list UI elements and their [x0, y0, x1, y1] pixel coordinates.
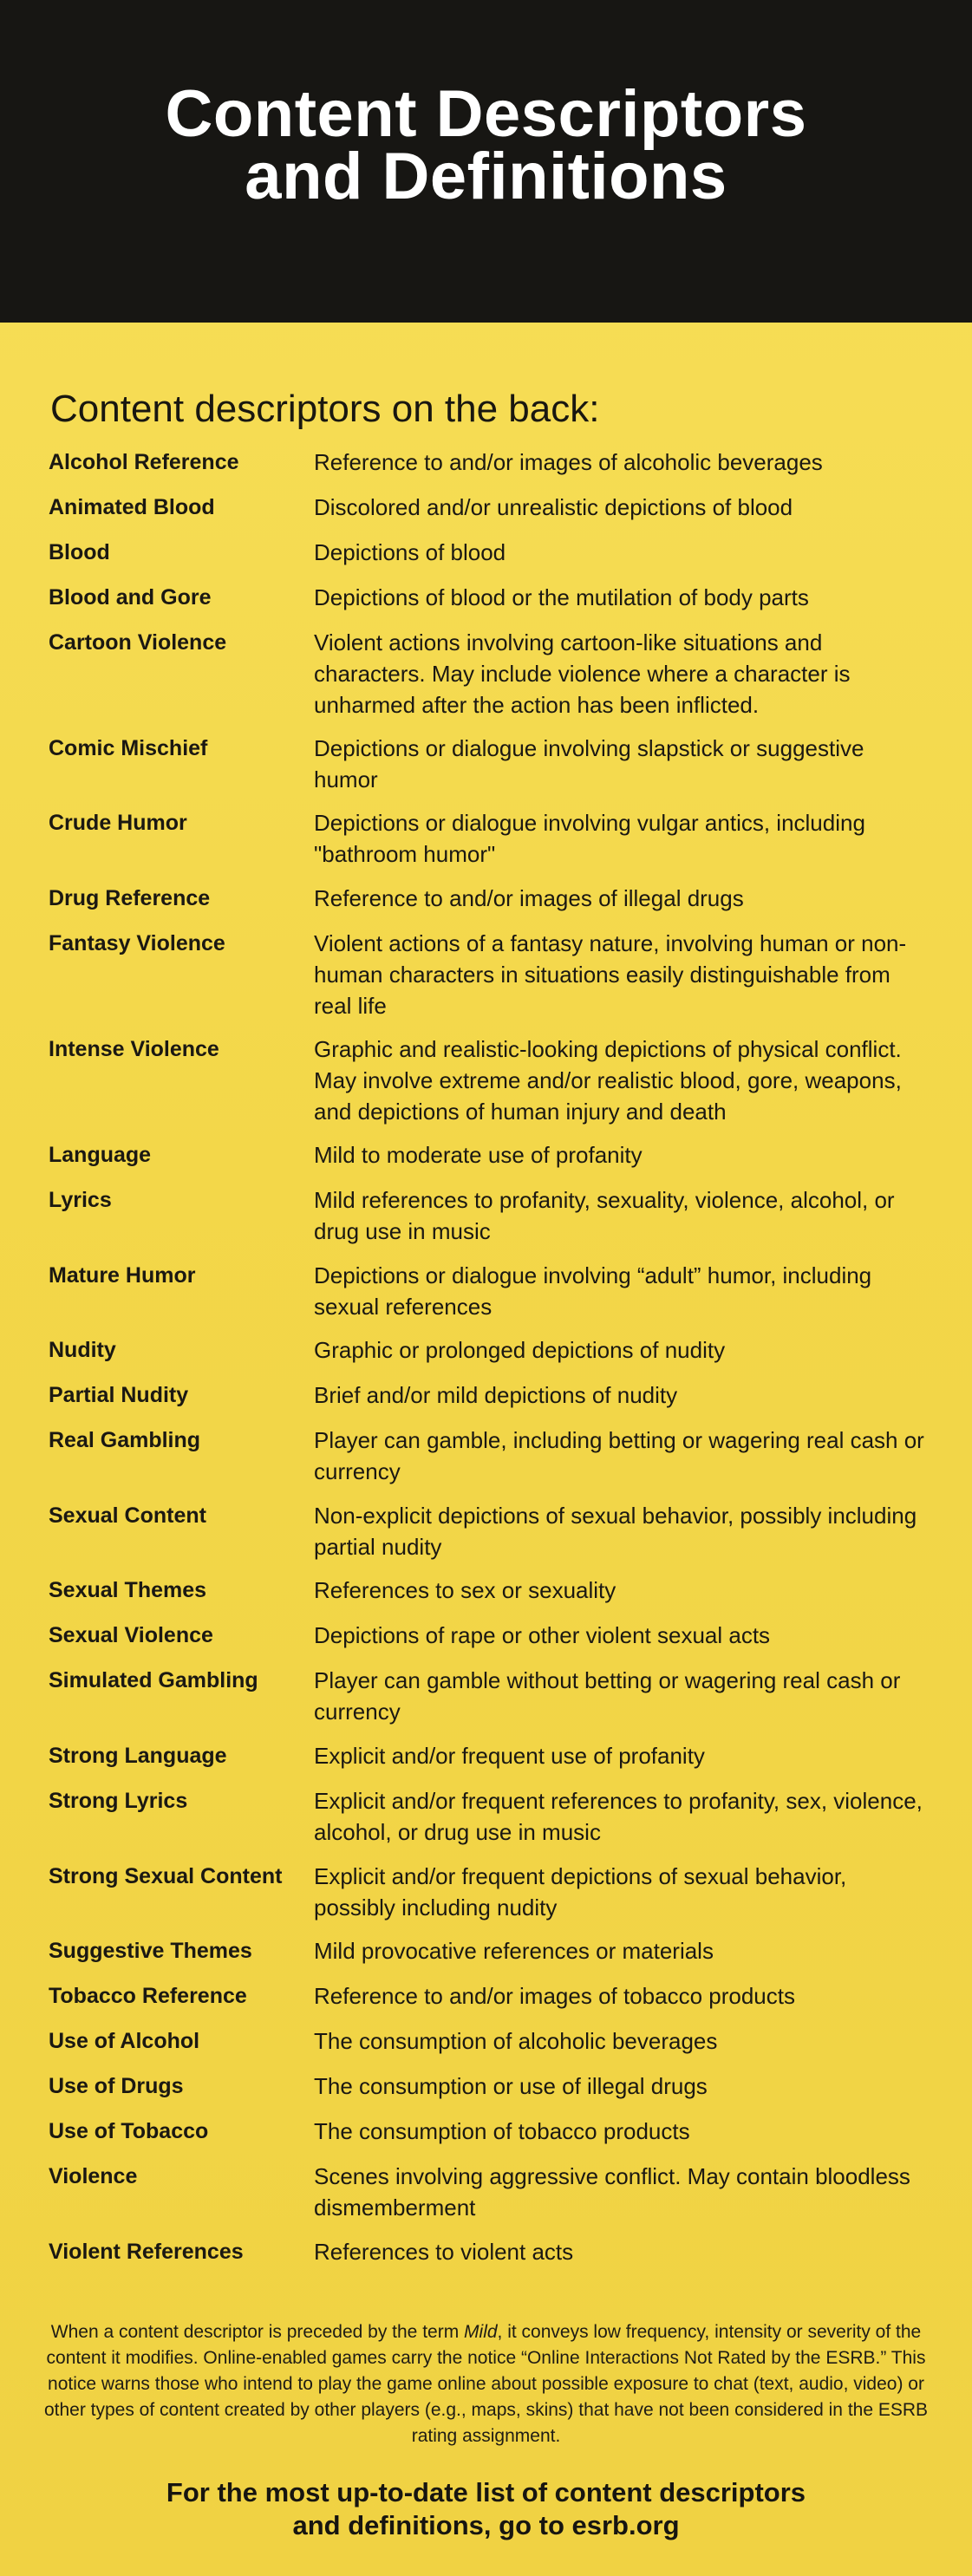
descriptor-term: Language: [49, 1143, 152, 1167]
descriptor-row: [49, 1785, 933, 1848]
descriptor-row: [49, 1034, 933, 1127]
descriptor-definition: Player can gamble, including betting or wagering real cash or currency: [314, 1427, 924, 1484]
descriptor-definition: Non-explicit depictions of sexual behavior, possibly including partial nudity: [314, 1503, 917, 1560]
descriptor-term: Sexual Violence: [49, 1623, 213, 1647]
descriptor-term: Suggestive Themes: [49, 1939, 252, 1963]
descriptor-term: Violence: [49, 2164, 138, 2188]
descriptor-term: Violent References: [49, 2240, 244, 2264]
footer-note-after: , it conveys low frequency, intensity or severity of the content it modifies. Online-enabled games carry the notice “Online Interactions Not Rated by the ESRB.” This notice warns those who intend to play the game online about possible exposure to chat (text, audio, video) or other types of content created by other players (e.g., maps, skins) that have not been considered in the ESRB rating assignment.: [43, 2322, 929, 2446]
descriptor-term: Partial Nudity: [49, 1383, 189, 1407]
descriptor-term: Real Gambling: [49, 1428, 201, 1452]
descriptor-row: [49, 1500, 933, 1562]
descriptor-term: Nudity: [49, 1338, 116, 1362]
descriptor-definition: References to violent acts: [314, 2239, 574, 2265]
descriptor-term: Use of Tobacco: [49, 2119, 209, 2143]
descriptor-row: [49, 1575, 933, 1606]
descriptor-definition: Reference to and/or images of tobacco products: [314, 1983, 795, 2009]
descriptor-definition: The consumption or use of illegal drugs: [314, 2073, 708, 2099]
descriptor-definition: Mild provocative references or materials: [314, 1938, 714, 1964]
descriptor-row: [49, 1260, 933, 1322]
descriptor-definition: Depictions or dialogue involving slapstick or suggestive humor: [314, 735, 864, 792]
descriptor-term: Blood: [49, 540, 110, 564]
descriptor-definition: Depictions of blood or the mutilation of body parts: [314, 584, 809, 610]
descriptor-row: [49, 582, 933, 613]
descriptor-row: [49, 1379, 933, 1411]
descriptor-definition: Graphic and realistic-looking depictions of physical conflict. May involve extreme and/or realistic blood, gore, weapons, and depictions of human injury and death: [314, 1036, 902, 1125]
descriptor-row: [49, 883, 933, 914]
descriptor-row: [49, 2161, 933, 2223]
page-title-line-1: Content Descriptors: [165, 77, 807, 151]
descriptor-term: Strong Language: [49, 1744, 227, 1768]
descriptor-row: [49, 1980, 933, 2012]
descriptor-row: [49, 447, 933, 478]
descriptor-row: [49, 807, 933, 870]
descriptor-row: [49, 733, 933, 795]
descriptor-term: Intense Violence: [49, 1037, 219, 1061]
descriptor-term: Comic Mischief: [49, 736, 208, 760]
descriptor-definition: Explicit and/or frequent use of profanity: [314, 1743, 705, 1769]
descriptor-row: [49, 1861, 933, 1923]
descriptor-term: Cartoon Violence: [49, 630, 227, 655]
descriptor-row: [49, 1740, 933, 1771]
descriptor-row: [49, 1425, 933, 1487]
descriptor-row: [49, 2116, 933, 2147]
descriptor-row: [49, 1139, 933, 1171]
descriptor-definition: Depictions or dialogue involving vulgar antics, including "bathroom humor": [314, 810, 865, 867]
descriptor-definition: Reference to and/or images of illegal drugs: [314, 885, 744, 911]
descriptor-row: [49, 1935, 933, 1966]
descriptor-term: Strong Lyrics: [49, 1789, 188, 1813]
descriptor-term: Blood and Gore: [49, 585, 212, 610]
page-title-line-2: and Definitions: [245, 140, 727, 213]
descriptor-term: Sexual Content: [49, 1503, 206, 1528]
descriptor-definition: Discolored and/or unrealistic depictions of blood: [314, 494, 793, 520]
descriptor-row: [49, 627, 933, 721]
descriptor-row: [49, 2236, 933, 2267]
descriptor-term: Simulated Gambling: [49, 1668, 258, 1692]
descriptor-row: [49, 1334, 933, 1366]
descriptor-term: Use of Drugs: [49, 2074, 184, 2098]
descriptor-definition: Depictions of rape or other violent sexual acts: [314, 1622, 771, 1648]
descriptor-term: Lyrics: [49, 1188, 112, 1212]
section-title: Content descriptors on the back:: [50, 388, 600, 430]
descriptor-term: Animated Blood: [49, 495, 215, 519]
descriptor-row: [49, 928, 933, 1021]
descriptor-row: [49, 1184, 933, 1247]
descriptor-term: Alcohol Reference: [49, 450, 239, 474]
descriptor-term: Crude Humor: [49, 811, 187, 835]
footer-note-before: When a content descriptor is preceded by the term: [50, 2322, 465, 2342]
footer-cta-line-2: and definitions, go to esrb.org: [292, 2510, 680, 2540]
descriptor-definition: Violent actions of a fantasy nature, involving human or non-human characters in situations easily distinguishable from real life: [314, 930, 907, 1019]
descriptor-definition: Explicit and/or frequent references to profanity, sex, violence, alcohol, or drug use in music: [314, 1788, 923, 1845]
descriptor-row: [49, 537, 933, 568]
descriptor-definition: Explicit and/or frequent depictions of sexual behavior, possibly including nudity: [314, 1863, 847, 1921]
descriptor-row: [49, 1665, 933, 1727]
descriptor-term: Sexual Themes: [49, 1578, 207, 1602]
descriptor-term: Tobacco Reference: [49, 1984, 247, 2008]
footer-note: [36, 2319, 936, 2449]
descriptor-definition: References to sex or sexuality: [314, 1577, 616, 1603]
descriptor-definition: Depictions or dialogue involving “adult” humor, including sexual references: [314, 1262, 872, 1320]
descriptor-definition: Brief and/or mild depictions of nudity: [314, 1382, 678, 1408]
descriptor-term: Use of Alcohol: [49, 2029, 200, 2053]
footer-cta-line-1: For the most up-to-date list of content descriptors: [166, 2477, 806, 2508]
descriptor-definition: Mild references to profanity, sexuality, violence, alcohol, or drug use in music: [314, 1187, 895, 1244]
descriptor-definition: The consumption of tobacco products: [314, 2118, 690, 2144]
descriptor-definition: The consumption of alcoholic beverages: [314, 2028, 718, 2054]
footer-note-term: Mild: [464, 2322, 498, 2342]
descriptor-term: Strong Sexual Content: [49, 1864, 283, 1888]
descriptor-term: Fantasy Violence: [49, 931, 225, 955]
descriptor-row: [49, 492, 933, 523]
footer-cta: [0, 2476, 972, 2542]
descriptor-definition: Depictions of blood: [314, 539, 506, 565]
descriptor-row: [49, 1620, 933, 1651]
descriptor-definition: Graphic or prolonged depictions of nudity: [314, 1337, 726, 1363]
descriptor-row: [49, 2071, 933, 2102]
descriptor-definition: Player can gamble without betting or wagering real cash or currency: [314, 1667, 901, 1725]
page-title: [0, 77, 972, 213]
header-banner: [0, 0, 972, 323]
descriptor-term: Drug Reference: [49, 886, 211, 910]
descriptor-definition: Violent actions involving cartoon-like situations and characters. May include violence where a character is unharmed after the action has been inflicted.: [314, 629, 851, 718]
descriptor-definition: Scenes involving aggressive conflict. May contain bloodless dismemberment: [314, 2163, 910, 2221]
descriptor-definition: Reference to and/or images of alcoholic beverages: [314, 449, 823, 475]
descriptor-row: [49, 2025, 933, 2057]
descriptor-definition: Mild to moderate use of profanity: [314, 1142, 643, 1168]
descriptor-term: Mature Humor: [49, 1263, 196, 1288]
